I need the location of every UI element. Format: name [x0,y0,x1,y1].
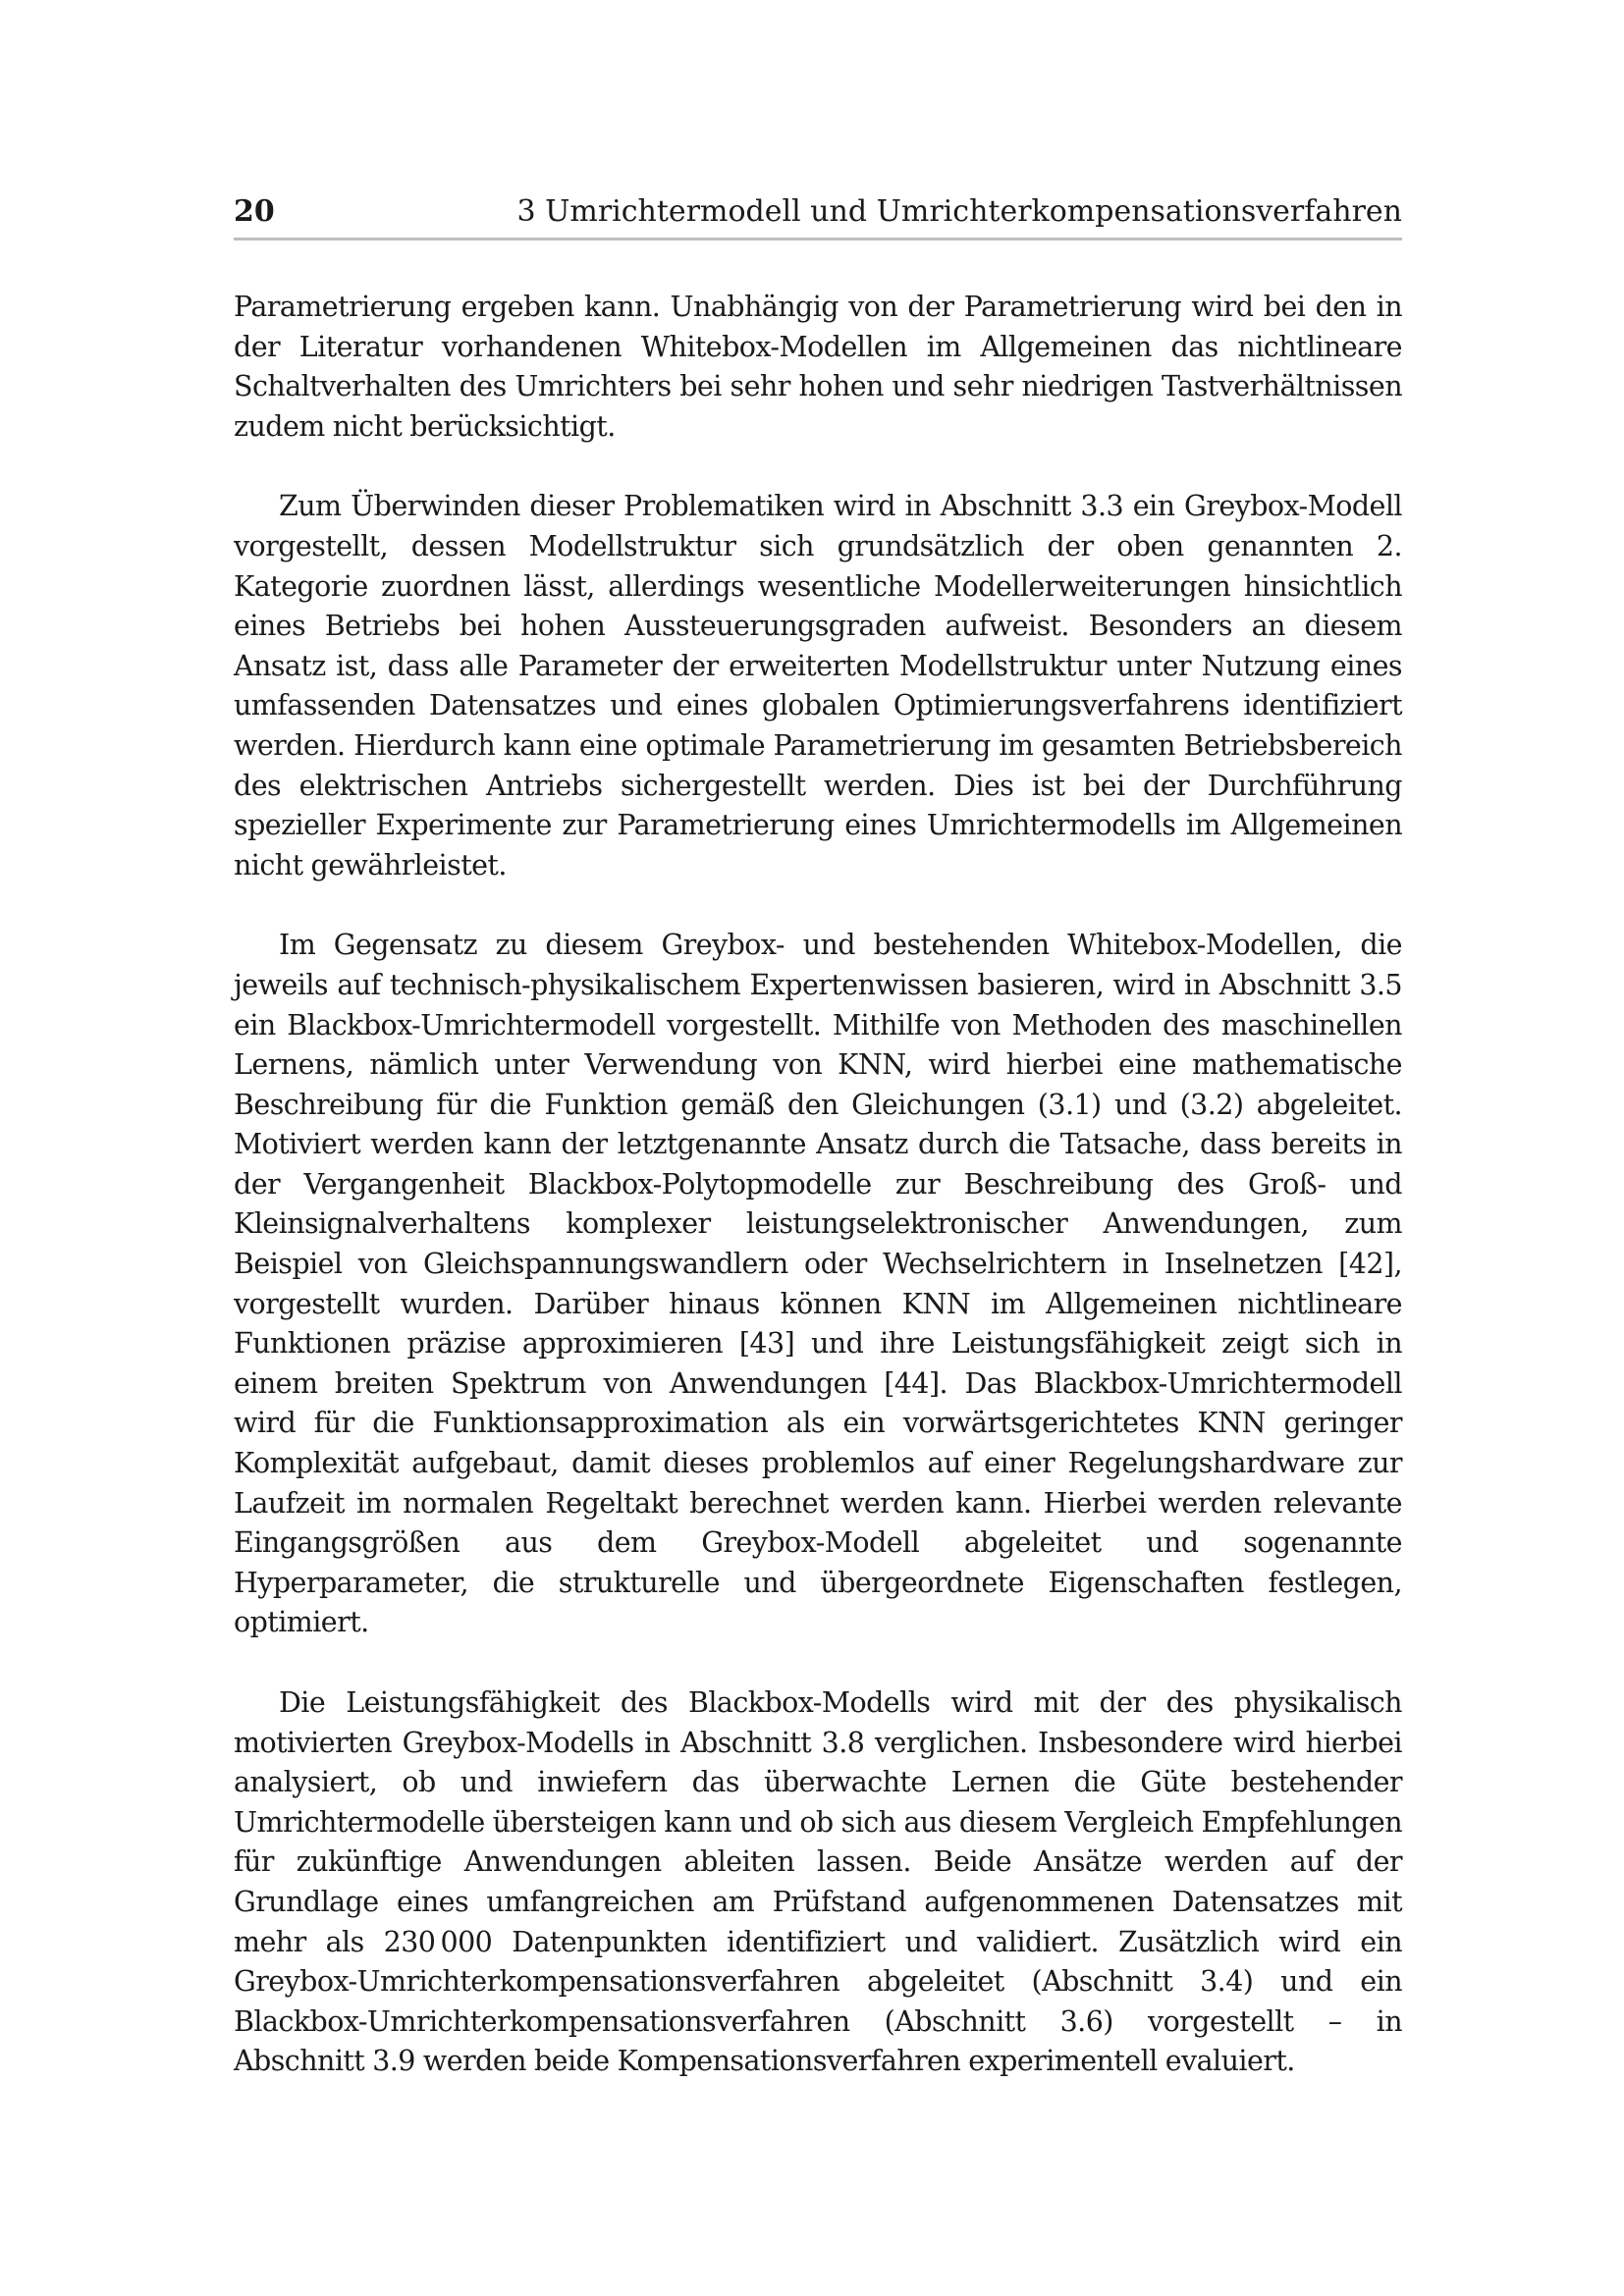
paragraph: Im Gegensatz zu diesem Greybox- und bestehenden Whitebox-Modellen, die jeweils auf technisch-physikalischem Expertenwissen basieren, wird in Abschnitt 3.5 ein Blackbox-Umrichtermodell vorgestellt. Mithilfe von Methoden des maschinellen Lernens, nämlich unter Verwendung von KNN, wird hierbei eine mathematische Beschreibung für die Funktion gemäß den Gleichungen (3.1) und (3.2) abgeleitet. Motiviert werden kann der letztgenannte Ansatz durch die Tatsache, dass bereits in der Vergangenheit Blackbox-Polytopmodelle zur Beschreibung des Groß- und Kleinsignalverhaltens komplexer leistungselektronischer Anwendungen, zum Beispiel von Gleichspannungswandlern oder Wechselrichtern in Inselnetzen [42], vorgestellt wurden. Darüber hinaus können KNN im Allgemeinen nichtlineare Funktionen präzise approximieren [43] und ihre Leistungsfähigkeit zeigt sich in einem breiten Spektrum von Anwendungen [44]. Das Blackbox-Umrichtermodell wird für die Funktionsapproximation als ein vorwärtsgerichtetes KNN geringer Komplexität aufgebaut, damit dieses problemlos auf einer Regelungshardware zur Laufzeit im normalen Regeltakt berechnet werden kann. Hierbei werden relevante Eingangsgrößen aus dem Greybox-Modell abgeleitet und sogenannte Hyperparameter, die strukturelle und übergeordnete Eigenschaften festlegen, optimiert. [234,929,1402,1639]
chapter-title: 3 Umrichtermodell und Umrichterkompensationsverfahren [516,194,1402,229]
body-text [234,288,1402,2122]
paragraph: Parametrierung ergeben kann. Unabhängig von der Parametrierung wird bei den in der Literatur vorhandenen Whitebox-Modellen im Allgemeinen das nichtlineare Schaltverhalten des Umrichters bei sehr hohen und sehr niedrigen Tastverhältnissen zudem nicht berücksichtigt. [234,291,1402,443]
paragraph: Die Leistungsfähigkeit des Blackbox-Modells wird mit der des physikalisch motivierten Greybox-Modells in Abschnitt 3.8 verglichen. Insbesondere wird hierbei analysiert, ob und inwiefern das überwachte Lernen die Güte bestehender Umrichtermodelle übersteigen kann und ob sich aus diesem Vergleich Empfehlungen für zukünftige Anwendungen ableiten lassen. Beide Ansätze werden auf der Grundlage eines umfangreichen am Prüfstand aufgenommenen Datensatzes mit mehr als 230 000 Datenpunkten identifiziert und validiert. Zusätzlich wird ein Greybox-Umrichterkompensationsverfahren abgeleitet (Abschnitt 3.4) und ein Blackbox-Umrichterkompensationsverfahren (Abschnitt 3.6) vorgestellt – in Abschnitt 3.9 werden beide Kompensationsverfahren experimentell evaluiert. [234,1686,1402,2078]
paragraph: Zum Überwinden dieser Problematiken wird in Abschnitt 3.3 ein Greybox-Modell vorgestellt, dessen Modellstruktur sich grundsätzlich der oben genannten 2. Kategorie zuordnen lässt, allerdings wesentliche Modellerweiterungen hinsichtlich eines Betriebs bei hohen Aussteuerungsgraden aufweist. Besonders an diesem Ansatz ist, dass alle Parameter der erweiterten Modellstruktur unter Nutzung eines umfassenden Datensatzes und eines globalen Optimierungsverfahrens identifiziert werden. Hierdurch kann eine optimale Parametrierung im gesamten Betriebsbereich des elektrischen Antriebs sichergestellt werden. Dies ist bei der Durchführung spezieller Experimente zur Parametrierung eines Umrichtermodells im Allgemeinen nicht gewährleistet. [234,490,1402,881]
page-number: 20 [234,194,275,229]
page-header [234,192,1402,240]
